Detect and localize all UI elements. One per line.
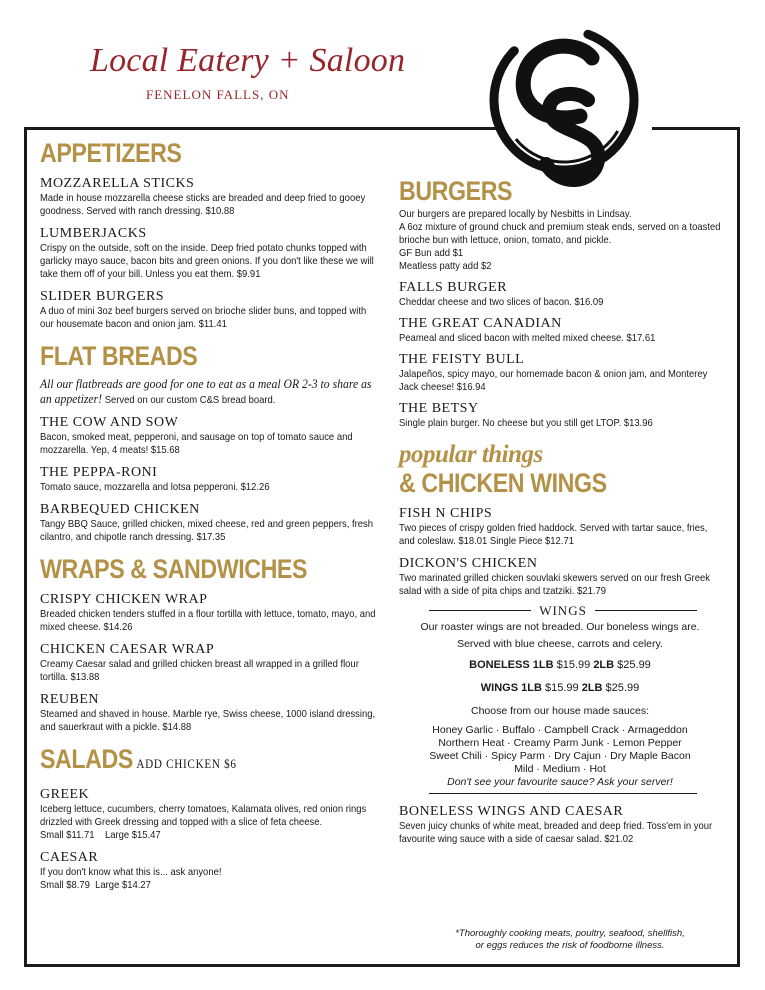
- gf-bun-option: GF Bun add $1: [399, 247, 464, 259]
- wings-rule-left: [429, 610, 531, 611]
- flatbreads-list: [40, 415, 380, 544]
- item-name: CHICKEN CAESAR WRAP: [40, 642, 215, 657]
- item-desc: Tangy BBQ Sauce, grilled chicken, mixed cheese, red and green peppers, fresh cilantro, and chipotle ranch dressing. $17.35: [40, 518, 374, 543]
- flatbreads-title: FLAT BREADS: [40, 341, 198, 371]
- wings-2lb-price: $25.99: [605, 682, 640, 694]
- item-desc: Jalapeños, spicy mayo, our homemade bacon & onion jam, and Monterey Jack cheese! $16.94: [399, 368, 708, 393]
- item-price: Small $8.79 Large $14.27: [40, 879, 151, 891]
- menu-item: [40, 692, 380, 734]
- sauces-line: Northern Heat · Creamy Parm Junk · Lemon Pepper: [438, 737, 682, 749]
- popular-list: [399, 506, 721, 598]
- menu-item: [40, 787, 380, 842]
- item-name: THE COW AND SOW: [40, 415, 179, 430]
- item-desc: Steamed and shaved in house. Marble rye, Swiss cheese, 1000 island dressing, and sauerkraut with a pickle. $14.88: [40, 708, 376, 733]
- flatbreads-intro-script: All our flatbreads are good for one to eat as a meal OR 2-3 to share as an appetizer!: [40, 376, 372, 406]
- sauces-line: Mild · Medium · Hot: [514, 763, 606, 775]
- item-name: CAESAR: [40, 850, 99, 865]
- item-desc: Crispy on the outside, soft on the inside. Deep fried potato chunks topped with garlicky mayo sauce, bacon bits and green onions. If you don't like these we will take them off of your bill. Unless you eat them. $9.91: [40, 242, 374, 280]
- wings-rule-right: [595, 610, 697, 611]
- wings-line: Our roaster wings are not breaded. Our boneless wings are.: [420, 621, 700, 633]
- chicken-wings-title: & CHICKEN WINGS: [399, 468, 607, 498]
- menu-item: [399, 316, 721, 345]
- wraps-list: [40, 592, 380, 734]
- appetizers-title: APPETIZERS: [40, 138, 182, 168]
- wings-header: [429, 604, 697, 617]
- menu-item: [399, 556, 721, 598]
- boneless-2lb-price: $25.99: [617, 659, 651, 671]
- item-desc: Bacon, smoked meat, pepperoni, and sausage on top of tomato sauce and mozzarella. Yep, 4 meats! $15.68: [40, 431, 353, 456]
- item-name: BONELESS WINGS AND CAESAR: [399, 804, 624, 819]
- sauce-note: Don't see your favourite sauce? Ask your server!: [447, 776, 673, 788]
- item-name: FALLS BURGER: [399, 280, 508, 295]
- food-safety-footnote: [420, 928, 720, 952]
- burgers-list: [399, 280, 721, 430]
- footnote-line: or eggs reduces the risk of foodborne illness.: [475, 940, 665, 951]
- menu-item: [399, 352, 721, 394]
- wings-section: [399, 604, 721, 794]
- wings-1lb-label: WINGS 1LB: [480, 682, 542, 694]
- menu-item: [399, 506, 721, 548]
- item-name: THE FEISTY BULL: [399, 352, 525, 367]
- burgers-intro: [399, 208, 721, 273]
- meatless-option: Meatless patty add $2: [399, 260, 492, 272]
- item-desc: Two marinated grilled chicken souvlaki skewers served on our fresh Greek salad with a side of pita chips and tzatziki. $21.79: [399, 572, 710, 597]
- item-desc: If you don't know what this is... ask anyone!: [40, 866, 222, 878]
- menu-item: [399, 280, 721, 309]
- burgers-title: BURGERS: [399, 176, 513, 206]
- footnote-line: *Thoroughly cooking meats, poultry, seafood, shellfish,: [455, 928, 685, 939]
- popular-things-title: popular things: [399, 441, 543, 468]
- item-desc: Tomato sauce, mozzarella and lotsa pepperoni. $12.26: [40, 481, 270, 493]
- item-desc: A duo of mini 3oz beef burgers served on brioche slider buns, and topped with our housemate bacon and onion jam. $11.41: [40, 305, 367, 330]
- flatbreads-intro-plain: Served on our custom C&S bread board.: [102, 394, 276, 406]
- menu-item: [40, 465, 380, 494]
- burgers-intro-line: Our burgers are prepared locally by Nesbitts in Lindsay.: [399, 208, 632, 220]
- flatbreads-intro: [40, 377, 380, 407]
- wings-1lb-price: $15.99: [544, 682, 579, 694]
- item-desc: Made in house mozzarella cheese sticks are breaded and deep fried to gooey goodness. Served with ranch dressing. $10.88: [40, 192, 366, 217]
- wings-label: WINGS: [539, 603, 587, 618]
- sauces-intro: Choose from our house made sauces:: [470, 705, 649, 717]
- menu-item: [399, 401, 721, 430]
- salads-add-chicken: ADD CHICKEN $6: [136, 756, 237, 771]
- menu-item: [40, 850, 380, 892]
- item-desc: Single plain burger. No cheese but you still get LTOP. $13.96: [399, 417, 653, 429]
- left-column: [40, 138, 380, 892]
- brand-title: Local Eatery + Saloon: [90, 42, 406, 79]
- menu-item: [40, 642, 380, 684]
- item-name: CRISPY CHICKEN WRAP: [40, 592, 208, 607]
- sauces-line: Sweet Chili · Spicy Parm · Dry Cajun · Dry Maple Bacon: [429, 750, 691, 762]
- wings-2lb-label: 2LB: [581, 682, 603, 694]
- item-name: THE BETSY: [399, 401, 479, 416]
- boneless-1lb-price: $15.99: [556, 659, 591, 671]
- item-price: Small $11.71 Large $15.47: [40, 829, 161, 841]
- menu-item: [40, 226, 380, 281]
- menu-item: [40, 502, 380, 544]
- item-desc: Creamy Caesar salad and grilled chicken breast all wrapped in a grilled flour tortilla. $13.88: [40, 658, 359, 683]
- menu-item: [399, 804, 721, 846]
- item-name: SLIDER BURGERS: [40, 289, 165, 304]
- menu-item: [40, 176, 380, 218]
- item-name: LUMBERJACKS: [40, 226, 147, 241]
- item-desc: Cheddar cheese and two slices of bacon. $16.09: [399, 296, 604, 308]
- salads-list: [40, 787, 380, 892]
- item-desc: Iceberg lettuce, cucumbers, cherry tomatoes, Kalamata olives, red onion rings drizzled with Greek dressing and topped with a slice of feta cheese.: [40, 803, 367, 828]
- salads-title-text: SALADS: [40, 744, 133, 774]
- wraps-title: WRAPS & SANDWICHES: [40, 554, 308, 584]
- wings-prices: [399, 682, 721, 695]
- brand-location: FENELON FALLS, ON: [146, 87, 290, 102]
- right-column: [399, 176, 721, 846]
- menu-item: [40, 415, 380, 457]
- wings-line: Served with blue cheese, carrots and celery.: [457, 638, 663, 650]
- item-name: FISH N CHIPS: [399, 506, 493, 521]
- item-name: THE PEPPA-RONI: [40, 465, 158, 480]
- item-name: REUBEN: [40, 692, 99, 707]
- appetizers-list: [40, 176, 380, 331]
- item-name: THE GREAT CANADIAN: [399, 316, 562, 331]
- boneless-1lb-label: BONELESS 1LB: [469, 659, 554, 671]
- item-desc: Breaded chicken tenders stuffed in a flour tortilla with lettuce, tomato, mayo, and mixed cheese. $14.26: [40, 608, 376, 633]
- burgers-intro-line: A 6oz mixture of ground chuck and premium steak ends, served on a toasted brioche bun with lettuce, onion, tomato, and pickle.: [399, 221, 721, 246]
- sauces-line: Honey Garlic · Buffalo · Campbell Crack · Armageddon: [432, 724, 688, 736]
- item-name: BARBEQUED CHICKEN: [40, 502, 200, 517]
- menu-item: [40, 289, 380, 331]
- menu-item: [40, 592, 380, 634]
- item-desc: Seven juicy chunks of white meat, breaded and deep fried. Toss'em in your favourite wing sauce with a side of caesar salad. $21.02: [399, 820, 713, 845]
- wings-bottom-rule: [429, 793, 697, 794]
- item-name: GREEK: [40, 787, 90, 802]
- boneless-prices: [399, 659, 721, 672]
- item-name: MOZZARELLA STICKS: [40, 176, 195, 191]
- item-name: DICKON'S CHICKEN: [399, 556, 538, 571]
- boneless-2lb-label: 2LB: [593, 659, 615, 671]
- item-desc: Two pieces of crispy golden fried haddock. Served with tartar sauce, fries, and coleslaw. $18.01 Single Piece $12.71: [399, 522, 708, 547]
- item-desc: Peameal and sliced bacon with melted mixed cheese. $17.61: [399, 332, 656, 344]
- salads-title: [40, 744, 332, 779]
